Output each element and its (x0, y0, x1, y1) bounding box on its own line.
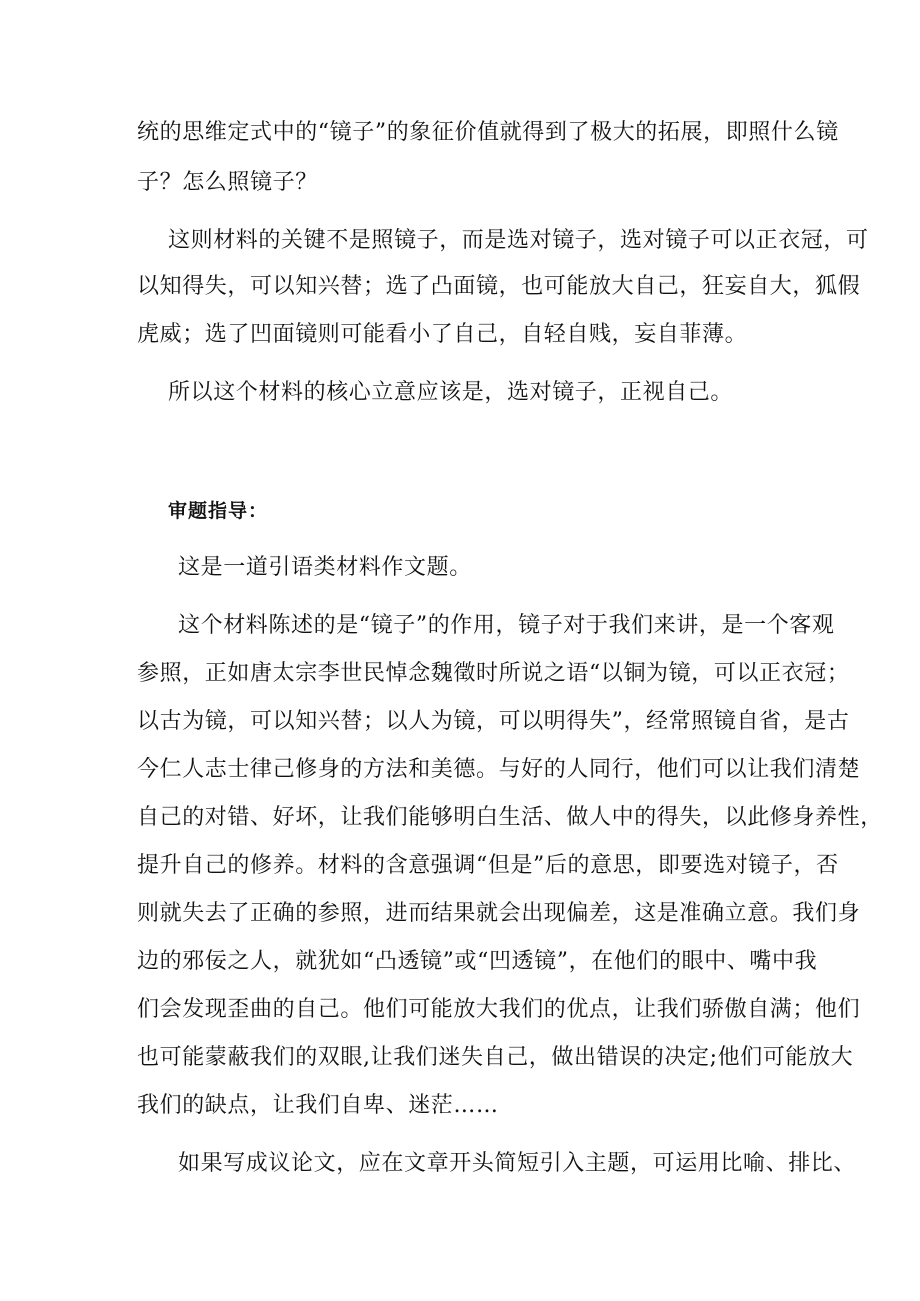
text-line: 这是一道引语类材料作文题。 (178, 555, 472, 580)
text-line: 这则材料的关键不是照镜子，而是选对镜子，选对镜子可以正衣冠，可 (168, 228, 869, 253)
text-line: 我们的缺点，让我们自卑、迷茫…… (137, 1093, 499, 1118)
text-line: 所以这个材料的核心立意应该是，选对镜子，正视自己。 (168, 380, 734, 405)
text-line: 们会发现歪曲的自己。他们可能放大我们的优点，让我们骄傲自满；他们 (137, 997, 861, 1022)
text-line: 也可能蒙蔽我们的双眼,让我们迷失自己，做出错误的决定;他们可能放大 (137, 1045, 854, 1070)
text-line: 则就失去了正确的参照，进而结果就会出现偏差，这是准确立意。我们身 (137, 901, 861, 926)
text-line: 边的邪佞之人，就犹如“凸透镜”或“凹透镜”，在他们的眼中、嘴中我 (137, 949, 818, 974)
text-line: 今仁人志士律己修身的方法和美德。与好的人同行，他们可以让我们清楚 (137, 757, 861, 782)
text-line: 以知得失，可以知兴替；选了凸面镜，也可能放大自己，狂妄自大，狐假 (137, 274, 861, 299)
text-line: 子？怎么照镜子？ (137, 170, 318, 195)
text-line: 自己的对错、好坏，让我们能够明白生活、做人中的得失，以此修身养性， (137, 805, 883, 830)
text-line: 参照，正如唐太宗李世民悼念魏徵时所说之语“以铜为镜，可以正衣冠； (137, 661, 850, 686)
text-line: 以古为镜，可以知兴替；以人为镜，可以明得失”，经常照镜自省，是古 (137, 709, 850, 734)
section-heading: 审题指导： (168, 500, 269, 522)
text-line: 统的思维定式中的“镜子”的象征价值就得到了极大的拓展，即照什么镜 (137, 120, 839, 145)
text-line: 如果写成议论文，应在文章开头简短引入主题，可运用比喻、排比、 (178, 1151, 857, 1176)
text-line: 这个材料陈述的是“镜子”的作用，镜子对于我们来讲，是一个客观 (178, 613, 835, 638)
text-line: 虎威；选了凹面镜则可能看小了自己，自轻自贱，妄自菲薄。 (137, 322, 748, 347)
text-line: 提升自己的修养。材料的含意强调“但是”后的意思，即要选对镜子，否 (137, 853, 839, 878)
